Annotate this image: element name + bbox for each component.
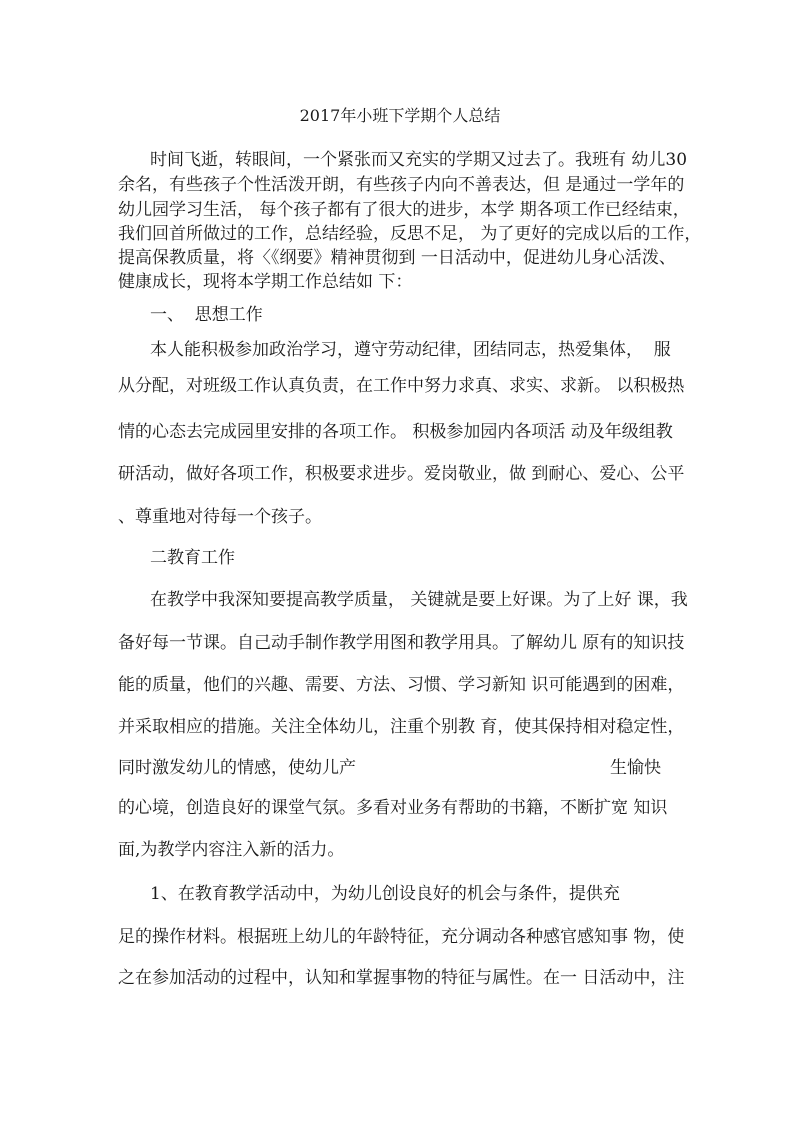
paragraph-line: 本人能积极参加政治学习，遵守劳动纪律，团结同志，热爱集体， 服	[150, 340, 671, 360]
paragraph-line: 、尊重地对待每一个孩子。	[118, 507, 322, 527]
intro-line: 幼儿园学习生活， 每个孩子都有了很大的进步，本学 期各项工作已经结束，	[118, 200, 690, 220]
paragraph-line: 情的心态去完成园里安排的各项工作。 积极参加园内各项活 动及年级组教	[118, 422, 673, 442]
intro-line: 健康成长，现将本学期工作总结如 下：	[118, 272, 413, 292]
paragraph-line: 面,为教学内容注入新的活力。	[118, 840, 345, 860]
paragraph-line: 在教学中我深知要提高教学质量， 关键就是要上好课。为了上好 课，我	[150, 590, 688, 610]
intro-line: 提高保教质量，将〈《纲要》精神贯彻到 一日活动中，促进幼儿身心活泼、	[118, 248, 676, 268]
paragraph-line: 备好每一节课。自己动手制作教学用图和教学用具。了解幼儿 原有的知识技	[118, 633, 685, 653]
intro-line: 时间飞逝，转眼间，一个紧张而又充实的学期又过去了。我班有 幼儿30	[150, 150, 688, 170]
paragraph-line: 研活动，做好各项工作，积极要求进步。爱岗敬业，做 到耐心、爱心、公平	[118, 464, 685, 484]
paragraph-line: 之在参加活动的过程中，认知和掌握事物的特征与属性。在一 日活动中，注	[118, 968, 685, 988]
list-item-heading: 1、在教育教学活动中，为幼儿创设良好的机会与条件，提供充	[150, 884, 620, 904]
paragraph-line: 足的操作材料。根据班上幼儿的年龄特征，充分调动各种感官感知事 物，使	[118, 927, 685, 947]
paragraph-line: 生愉快	[610, 758, 661, 778]
intro-line: 余名，有些孩子个性活泼开朗，有些孩子内向不善表达，但 是通过一学年的	[118, 175, 685, 195]
paragraph-line: 的心境，创造良好的课堂气氛。多看对业务有帮助的书籍，不断扩宽 知识	[118, 798, 668, 818]
document-title: 2017年小班下学期个人总结	[299, 106, 501, 125]
paragraph-line: 并采取相应的措施。关注全体幼儿，注重个别教 育，使其保持相对稳定性，	[118, 717, 685, 737]
section-heading: 二教育工作	[150, 548, 235, 568]
paragraph-line: 同时激发幼儿的情感，使幼儿产	[118, 758, 356, 778]
paragraph-line: 从分配，对班级工作认真负责，在工作中努力求真、求实、求新。 以积极热	[118, 376, 685, 396]
section-heading: 一、 思想工作	[150, 305, 263, 325]
intro-line: 我们回首所做过的工作，总结经验，反思不足， 为了更好的完成以后的工作，	[118, 224, 702, 244]
paragraph-line: 能的质量，他们的兴趣、需要、方法、习惯、学习新知 识可能遇到的困难，	[118, 675, 685, 695]
